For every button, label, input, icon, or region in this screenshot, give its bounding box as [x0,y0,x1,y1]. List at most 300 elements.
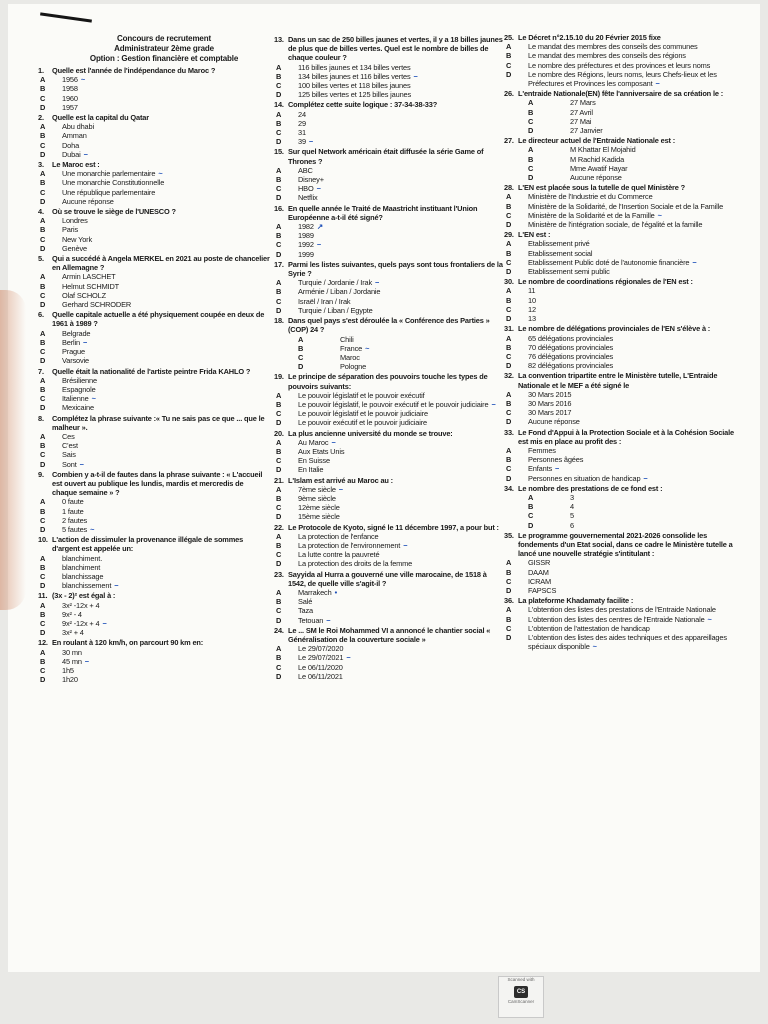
question-text: Le nombre de coordinations régionales de l'EN est : [518,277,693,287]
question-number: 28. [504,183,514,193]
option-letter: B [276,597,282,607]
question-number: 3. [38,160,44,170]
option-text [298,447,506,456]
option-text [528,417,744,426]
question-text: En roulant à 120 km/h, on parcourt 90 km en: [52,638,204,648]
question [274,523,506,532]
option-label: blanchissement [62,581,112,591]
question-text: Le Protocole de Kyoto, signé le 11 décembre 1997, a pour but : [288,522,499,532]
answer-option [504,493,744,502]
option-label: En Italie [298,465,324,475]
question-text: Le ... SM le Roi Mohammed VI a annoncé le chantier social « Généralisation de la couverture sociale » [288,625,491,644]
answer-option [38,197,270,206]
option-letter: A [506,239,512,249]
option-letter: C [40,618,46,628]
option-label: Le mandat des membres des conseils des communes [528,42,698,52]
question-number: 23. [274,569,284,579]
answer-option [504,464,744,473]
option-letter: B [276,653,282,663]
option-letter: B [506,295,512,305]
answer-option [504,267,744,276]
option-label: ABC [298,165,313,175]
answer-option [274,353,506,362]
option-text [298,616,506,625]
option-text [298,128,506,137]
option-letter: B [276,175,282,185]
option-text [528,249,744,258]
option-text [298,175,506,184]
option-label: 1 faute [62,506,84,516]
option-letter: C [40,450,46,460]
question-number: 5. [38,254,44,264]
answer-option [38,460,270,469]
answer-option [274,465,506,474]
option-text [528,42,744,51]
option-label: 11 [528,286,536,296]
answer-option [274,166,506,175]
question [504,277,744,286]
option-letter: C [276,128,282,138]
option-text [62,150,270,159]
option-text [528,577,744,586]
handwritten-mark-icon: − [102,618,107,628]
option-letter: C [506,304,512,314]
option-letter: B [506,614,512,624]
option-text [62,648,270,657]
option-letter: D [276,249,282,259]
option-letter: A [40,375,46,385]
option-label: Espagnole [62,384,96,394]
answer-option [274,184,506,193]
question-text: La convention tripartite entre le Ministère tutelle, L'Entraide Nationale et le MEF a été signé le [518,371,718,390]
option-text [62,103,270,112]
option-text [298,672,506,681]
option-text [62,131,270,140]
option-letter: B [528,154,534,164]
question-number: 24. [274,625,284,635]
answer-option [38,141,270,150]
option-label: 1h5 [62,666,74,675]
question [504,531,744,559]
option-letter: A [276,390,282,400]
option-letter: B [276,540,282,550]
option-label: Marrakech [298,587,332,597]
question [38,591,270,600]
option-letter: B [506,398,512,408]
answer-option [274,240,506,249]
question-number: 36. [504,596,514,606]
option-text [62,610,270,619]
option-text [62,497,270,506]
option-text [570,126,744,135]
handwritten-mark-icon: − [413,71,418,81]
option-letter: B [506,342,512,352]
question-number: 7. [38,366,44,376]
option-text [528,361,744,370]
option-text [528,586,744,595]
option-letter: B [506,567,512,577]
option-label: Varsovie [62,356,90,366]
option-text [298,231,506,240]
option-letter: C [276,606,282,616]
option-text [62,122,270,131]
option-text [62,356,270,365]
answer-option [38,628,270,637]
option-letter: A [276,62,282,72]
answer-option [274,606,506,615]
option-letter: C [40,571,46,581]
question-list [38,66,270,684]
question [38,535,270,553]
option-label: Aucune réponse [62,196,114,206]
answer-option [274,250,506,259]
option-label: La protection de l'enfance [298,531,379,541]
question [504,371,744,389]
option-letter: D [506,314,512,324]
option-label: 27 Janvier [570,126,603,136]
handwritten-mark-icon: − [692,257,697,267]
answer-option [504,164,744,173]
option-text [62,235,270,244]
answer-option [274,663,506,672]
option-label: Aux Etats Unis [298,446,345,456]
option-label: En Suisse [298,456,330,466]
option-text [62,272,270,281]
option-letter: B [298,343,304,353]
question-text: L'entraide Nationale(EN) fête l'anniversaire de sa création le : [518,89,724,99]
option-letter: C [276,81,282,91]
option-letter: B [40,225,46,235]
option-text [298,541,506,550]
option-label: 5 fautes [62,524,88,534]
option-label: DAAM [528,567,549,577]
option-label: 70 délégations provinciales [528,342,614,352]
option-label: Etablissement privé [528,239,590,249]
option-letter: B [276,287,282,297]
answer-option [38,84,270,93]
question-number: 26. [504,89,514,99]
option-label: 82 délégations provinciales [528,361,614,371]
question-number: 17. [274,259,284,269]
option-text [62,450,270,459]
question [38,160,270,169]
option-text [62,385,270,394]
option-label: Enfants [528,464,553,474]
question-text: Sayyida al Hurra a gouverné une ville marocaine, de 1518 à 1542, de quelle ville s'agit-il ? [288,569,487,588]
answer-option [504,258,744,267]
option-text [298,456,506,465]
column-3 [504,32,744,651]
option-text [298,532,506,541]
option-label: 30 mn [62,647,82,657]
option-label: Le 29/07/2021 [298,653,344,663]
answer-option [504,568,744,577]
question-number: 4. [38,207,44,217]
option-letter: C [506,408,512,418]
option-text [298,119,506,128]
option-text [340,353,506,362]
answer-option [38,563,270,572]
option-label: Etablissement Public doté de l'autonomie financière [528,257,690,267]
option-letter: C [506,60,512,70]
option-letter: B [40,562,46,572]
answer-option [504,145,744,154]
question [38,207,270,216]
option-label: 9x² -12x + 4 [62,618,100,628]
option-label: Tetouan [298,615,324,625]
option-text [298,297,506,306]
handwritten-mark-icon: − [338,484,343,494]
answer-option [274,653,506,662]
option-label: New York [62,234,93,244]
answer-option [274,447,506,456]
question [274,372,506,390]
option-text [528,464,744,473]
option-letter: A [276,437,282,447]
option-letter: A [40,75,46,85]
option-letter: D [506,417,512,427]
option-text [570,164,744,173]
answer-option [38,338,270,347]
option-letter: A [298,334,304,344]
option-label: Le mandat des membres des conseils des régions [528,51,686,61]
answer-option [38,450,270,459]
option-label: 12 [528,304,536,314]
option-letter: C [40,140,46,150]
option-label: 30 Mars 2017 [528,408,572,418]
answer-option [274,672,506,681]
option-text [528,624,744,633]
answer-option [274,485,506,494]
option-letter: A [40,497,46,507]
option-label: 15ème siècle [298,512,340,522]
handwritten-mark-icon: ~ [707,614,712,624]
option-label: HBO [298,184,314,194]
answer-option [504,239,744,248]
option-text [298,166,506,175]
option-text [570,173,744,182]
option-letter: D [276,512,282,522]
option-text [528,220,744,229]
option-letter: D [298,362,304,372]
question-text: Quelle capitale actuelle a été physiquement coupée en deux de 1961 à 1989 ? [52,310,265,329]
option-letter: B [40,384,46,394]
option-label: Ces [62,431,75,441]
option-letter: B [276,71,282,81]
answer-option [38,516,270,525]
option-letter: D [40,243,46,253]
answer-option [274,287,506,296]
answer-option [38,657,270,666]
option-label: La protection de l'environnement [298,540,401,550]
option-letter: D [40,403,46,413]
answer-option [504,192,744,201]
handwritten-mark-icon: • [334,587,337,597]
option-text [298,418,506,427]
question-text: (3x - 2)² est égal à : [52,591,116,601]
option-letter: C [40,666,46,675]
answer-option [504,633,744,651]
option-text [298,90,506,99]
answer-option [38,648,270,657]
question-text: Le Fond d'Appui à la Protection Sociale et à la Cohésion Sociale est mis en place au profit des : [518,427,734,446]
option-text [570,511,744,520]
column-2 [274,34,506,681]
option-label: 4 [570,502,574,512]
option-text [528,61,744,70]
option-letter: C [276,550,282,560]
answer-option [38,291,270,300]
option-text [298,438,506,447]
answer-option [504,343,744,352]
answer-option [504,361,744,370]
answer-option [274,541,506,550]
option-text [298,287,506,296]
option-text [298,503,506,512]
handwritten-mark-icon: − [643,473,648,483]
question [274,316,506,334]
question-number: 14. [274,100,284,110]
option-text [570,117,744,126]
option-text [62,581,270,590]
question-text: L'action de dissimuler la provenance illégale de sommes d'argent est appelée un: [52,535,244,554]
option-text [528,615,744,624]
option-text [62,216,270,225]
option-label: Mexicaine [62,403,94,413]
option-letter: C [40,187,46,197]
option-text [62,338,270,347]
option-text [298,494,506,503]
option-label: Le nombre des préfectures et des provinces et leurs noms [528,60,711,70]
question [274,147,506,165]
question-number: 30. [504,277,514,287]
question-number: 21. [274,475,284,485]
option-letter: B [40,337,46,347]
option-text [528,70,744,88]
option-label: ICRAM [528,576,552,586]
answer-option [504,390,744,399]
option-letter: B [506,201,512,211]
option-letter: B [40,178,46,188]
answer-option [504,352,744,361]
option-label: 12ème siècle [298,503,340,513]
option-label: Ministère de l'Industrie et du Commerce [528,192,653,202]
question [504,324,744,333]
answer-option [38,525,270,534]
option-label: 1960 [62,93,78,103]
option-label: Doha [62,140,80,150]
option-label: Chili [340,334,354,344]
handwritten-mark-icon: ~ [592,642,597,652]
option-letter: D [40,149,46,159]
option-label: Netflix [298,193,318,203]
option-letter: D [506,267,512,277]
option-text [298,81,506,90]
option-text [62,188,270,197]
option-text [528,239,744,248]
option-label: 30 Mars 2015 [528,389,572,399]
answer-option [504,126,744,135]
header-grade: Administrateur 2ème grade [114,44,214,53]
option-text [570,155,744,164]
option-letter: C [276,409,282,419]
option-text [62,666,270,675]
option-letter: C [276,296,282,306]
scanner-watermark [498,976,544,1018]
question [504,596,744,605]
option-letter: B [40,441,46,451]
option-text [62,572,270,581]
question-text: Complétez la phrase suivante :« Tu ne sais pas ce que ... que le malheur ». [52,413,265,432]
answer-option [38,497,270,506]
option-letter: D [40,356,46,366]
option-label: 2 fautes [62,515,88,525]
answer-option [274,81,506,90]
option-label: Le 29/07/2020 [298,644,344,654]
question [38,470,270,498]
option-label: Ministère de la Solidarité, de l'Insertion Sociale et de la Famille [528,201,724,211]
option-letter: A [40,169,46,179]
option-label: 6 [570,520,574,530]
option-text [298,485,506,494]
answer-option [274,456,506,465]
option-letter: A [506,42,512,52]
option-label: 10 [528,295,536,305]
answer-option [38,75,270,84]
option-text [528,296,744,305]
option-letter: D [40,300,46,310]
option-letter: B [40,84,46,94]
option-text [570,521,744,530]
option-text [570,98,744,107]
option-letter: B [276,446,282,456]
handwritten-mark-icon: − [375,278,380,288]
option-text [570,145,744,154]
option-label: Une monarchie Constitutionnelle [62,178,165,188]
question-number: 16. [274,203,284,213]
question [504,89,744,98]
question [274,100,506,109]
answer-option [504,108,744,117]
option-text [62,225,270,234]
option-text [298,193,506,202]
question-text: L'EN est : [518,230,551,240]
option-label: 27 Avril [570,107,593,117]
answer-option [504,334,744,343]
handwritten-mark-icon: ~ [365,343,370,353]
answer-option [38,150,270,159]
option-letter: D [506,585,512,595]
question [274,260,506,278]
question [274,204,506,222]
answer-option [504,51,744,60]
option-text [62,619,270,628]
option-label: Gerhard SCHRODER [62,300,132,310]
option-label: Abu dhabi [62,122,94,132]
answer-option [504,511,744,520]
option-letter: D [276,418,282,428]
option-label: 45 mn [62,656,82,666]
option-label: 100 billes vertes et 118 billes jaunes [298,81,411,91]
question-number: 35. [504,530,514,540]
option-label: 3 [570,492,574,502]
answer-option [504,305,744,314]
option-label: 29 [298,118,306,128]
option-label: 1982 [298,222,314,232]
answer-option [38,610,270,619]
option-text [298,559,506,568]
question-text: Quelle est la capital du Qatar [52,113,149,123]
